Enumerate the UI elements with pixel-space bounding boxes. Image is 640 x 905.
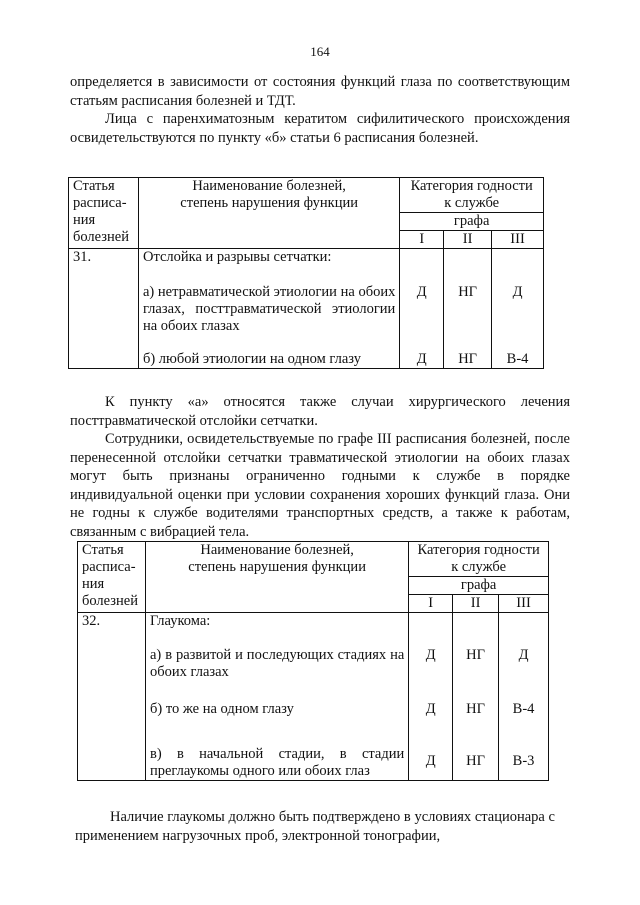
header-category [400, 178, 544, 213]
header2-category-line1: Категория годности [417, 542, 540, 558]
intro-paragraph-2: Лица с паренхиматозным кератитом сифилитического происхождения освидетельствуются по пункту «б» статьи 6 расписания болезней. [70, 111, 570, 146]
header2-g2: II [453, 595, 499, 613]
header-category-line1: Категория годности [410, 178, 533, 194]
header-article-col [69, 178, 139, 249]
cell2-a-g3: Д [518, 647, 529, 663]
cell-a-g1: Д [416, 284, 427, 300]
closing-paragraph: Наличие глаукомы должно быть подтверждено в условиях стационара с применением нагрузочных проб, электронной тонографии, [75, 809, 555, 844]
header2-g3: III [499, 595, 549, 613]
header-grafa: графа [400, 213, 544, 231]
header2-g1: I [409, 595, 453, 613]
cell2-b-g3: В-4 [512, 701, 535, 717]
disease2-item-c: в) в начальной стадии, в стадии преглаукомы одного или обоих глаз [149, 746, 405, 779]
header2-article-col [78, 542, 146, 613]
cell2-c-g3: В-3 [512, 753, 535, 769]
header2-category-line2: к службе [451, 559, 507, 575]
table-article-32 [77, 541, 549, 781]
header2-article-text: Статья расписа-ния болезней [82, 542, 138, 609]
cell2-a-g2: НГ [466, 647, 486, 663]
disease2-item-a: а) в развитой и последующих стадиях на обоих глазах [149, 647, 405, 680]
cell-a-g2: НГ [458, 284, 478, 300]
header-g2: II [444, 231, 492, 249]
cell2-c-g2: НГ [466, 753, 486, 769]
middle-paragraph-1: К пункту «а» относятся также случаи хирургического лечения посттравматической отслойки сетчатки. [70, 394, 570, 429]
intro-paragraph-1: определяется в зависимости от состояния функций глаза по соответствующим статьям расписания болезней и ТДТ. [70, 74, 570, 109]
cell2-b-g1: Д [425, 701, 436, 717]
disease2-item-b: б) то же на одном глазу [149, 701, 294, 717]
header2-category [409, 542, 549, 577]
header-g1: I [400, 231, 444, 249]
header-g3: III [492, 231, 544, 249]
header-article-text: Статья расписа-ния болезней [73, 178, 129, 245]
cat-g3 [492, 249, 544, 369]
header-name-line1: Наименование болезней, [192, 178, 346, 194]
table-article-31 [68, 177, 544, 369]
disease-cell [138, 249, 399, 369]
cell2-c-g1: Д [425, 753, 436, 769]
cell-a-g3: Д [512, 284, 523, 300]
disease-title: Отслойка и разрывы сетчатки: [142, 249, 332, 265]
header-name-line2: степень нарушения функции [180, 195, 358, 211]
cell-b-g1: Д [416, 351, 427, 367]
article2-number: 32. [78, 613, 146, 781]
disease2-title: Глаукома: [149, 613, 211, 629]
cell-b-g3: В-4 [506, 351, 529, 367]
header-name-col [138, 178, 399, 249]
cell-b-g2: НГ [458, 351, 478, 367]
header2-name-line2: степень нарушения функции [188, 559, 366, 575]
header-category-line2: к службе [444, 195, 500, 211]
middle-paragraph-2: Сотрудники, освидетельствуемые по графе III расписания болезней, после перенесенной отслойки сетчатки травматической этиологии на обоих глазах могут быть признаны ограниченно годными к службе в порядке индивидуальной оценки при условии сохранения хороших функций глаза. Они не годны к службе водителями транспортных средств, а также к работам, связанным с вибрацией тела. [70, 431, 570, 540]
cat-g1 [400, 249, 444, 369]
disease-item-b: б) любой этиологии на одном глазу [142, 351, 361, 367]
header2-name-col [145, 542, 408, 613]
header2-name-line1: Наименование болезней, [200, 542, 354, 558]
cell2-a-g1: Д [425, 647, 436, 663]
disease2-cell [145, 613, 408, 781]
cell2-b-g2: НГ [466, 701, 486, 717]
disease-item-a: а) нетравматической этиологии на обоих глазах, посттравматической этиологии на обоих глазах [142, 284, 396, 334]
header2-grafa: графа [409, 577, 549, 595]
page-number: 164 [310, 44, 330, 59]
cat2-g1 [409, 613, 453, 781]
cat-g2 [444, 249, 492, 369]
article-number: 31. [69, 249, 139, 369]
cat2-g3 [499, 613, 549, 781]
cat2-g2 [453, 613, 499, 781]
